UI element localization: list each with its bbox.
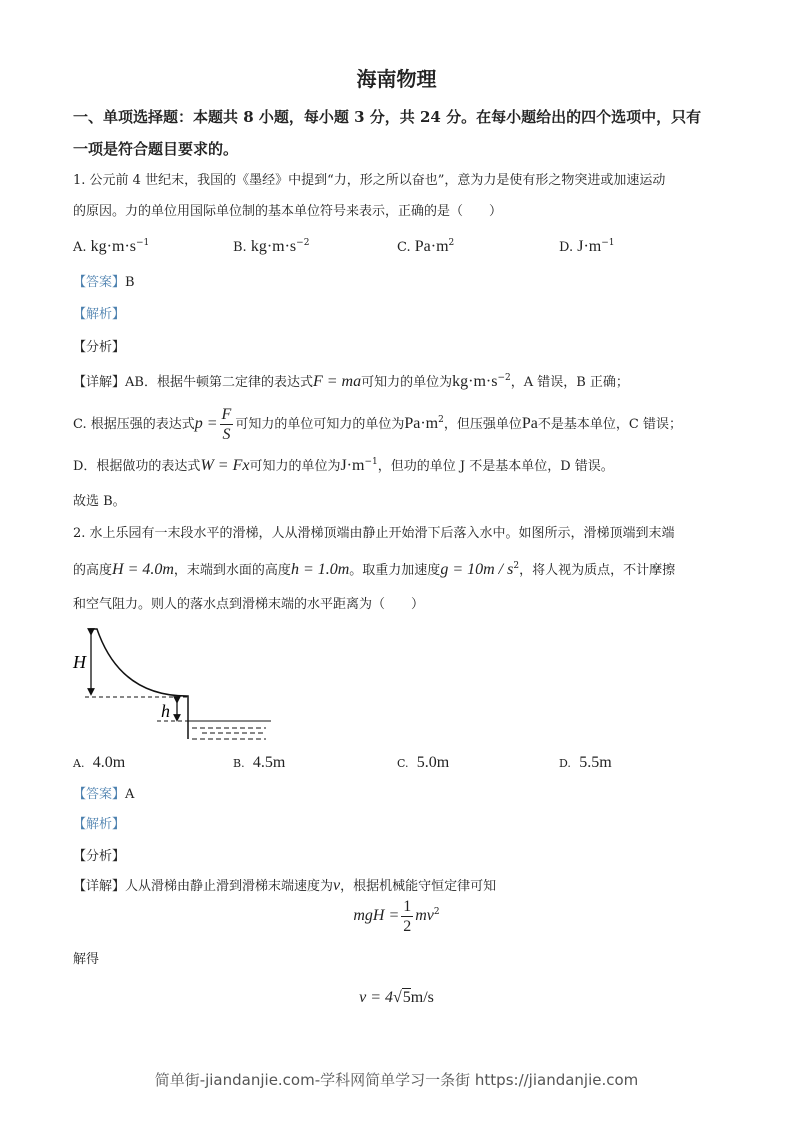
answer-label: 【答案】: [73, 275, 126, 290]
q1-option-a: [73, 238, 149, 256]
answer-value: A: [125, 787, 135, 802]
q2-answer: [73, 786, 134, 804]
option-exponent: −1: [601, 238, 615, 248]
q2-stem-line1: 2. 水上乐园有一末段水平的滑梯，人从滑梯顶端由静止开始滑下后落入水中。如图所示，滑梯顶端到末端: [73, 526, 675, 541]
option-value: 4.5m: [252, 754, 286, 771]
unit: Pa·m: [404, 415, 439, 432]
formula: H = 4.0m: [112, 561, 174, 578]
q2-option-c: [397, 754, 449, 772]
text: ，A 错误，B 正确；: [510, 375, 629, 390]
page-title: 海南物理: [356, 67, 437, 91]
option-value: kg·m·s: [250, 238, 297, 255]
answer-label: 【答案】: [73, 787, 126, 802]
option-label: C.: [397, 757, 409, 770]
exponent: 2: [433, 907, 440, 917]
q2-option-b: [233, 754, 285, 772]
text: ，根据机械能守恒定律可知: [340, 879, 497, 894]
section-heading-line1: 一、单项选择题：本题共 8 小题，每小题 3 分，共 24 分。在每小题给出的四个选项中，只有: [73, 108, 702, 126]
unit: J·m: [340, 457, 365, 474]
option-exponent: −1: [136, 238, 150, 248]
q2-option-d: [559, 754, 612, 772]
exponent: −1: [364, 457, 378, 467]
q2-detail: [73, 877, 496, 896]
formula: p =: [194, 415, 218, 432]
detail-label: 【详解】: [73, 375, 126, 390]
sqrt-icon: √: [393, 989, 402, 1006]
exponent: −2: [497, 373, 511, 383]
text: D．根据做功的表达式: [73, 459, 201, 474]
option-label: A.: [73, 757, 85, 770]
footer-watermark: 简单街-jiandanjie.com-学科网简单学习一条街 https://jiandanjie.com: [154, 1071, 639, 1089]
formula: g = 10m / s: [440, 561, 514, 578]
text: 人从滑梯由静止滑到滑梯末端速度为: [125, 879, 334, 894]
label-H: H: [73, 652, 86, 672]
label-h: h: [161, 701, 170, 721]
q1-conclusion: 故选 B。: [73, 494, 126, 509]
text: C. 根据压强的表达式: [73, 417, 195, 432]
text: 可知力的单位可知力的单位为: [235, 417, 405, 432]
q1-detail-c: [73, 404, 682, 445]
option-value: 5.5m: [579, 754, 612, 771]
text: ，但压强单位: [443, 417, 522, 432]
fraction: [401, 897, 413, 936]
option-exponent: 2: [448, 238, 455, 248]
q2-stem-line2: [73, 561, 675, 580]
q1-option-c: [397, 238, 454, 256]
q2-analysis-label: 【解析】: [73, 817, 126, 832]
q1-detail-d: [73, 457, 614, 476]
option-value: 4.0m: [92, 754, 126, 771]
denominator: S: [222, 426, 231, 443]
q1-option-b: [233, 238, 309, 256]
text: 的高度: [73, 563, 113, 578]
option-label: A.: [73, 240, 87, 255]
fraction: [220, 405, 234, 444]
numerator: F: [221, 406, 232, 423]
text: 不是基本单位，C 错误；: [537, 417, 682, 432]
denominator: 2: [403, 918, 412, 935]
option-value: J·m: [577, 238, 602, 255]
formula: mv: [415, 907, 434, 924]
formula: F = ma: [312, 373, 362, 390]
text: ，但功的单位 J 不是基本单位，D 错误。: [377, 459, 614, 474]
option-value: Pa·m: [414, 238, 449, 255]
text: 。取重力加速度: [349, 563, 441, 578]
formula: mgH =: [353, 907, 400, 924]
q1-answer: [73, 274, 135, 292]
option-label: D.: [559, 240, 574, 255]
text: 可知力的单位为: [361, 375, 453, 390]
option-value: 5.0m: [416, 754, 450, 771]
text: 可知力的单位为: [249, 459, 341, 474]
unit: kg·m·s: [452, 373, 498, 390]
formula: W = Fx: [200, 457, 250, 474]
formula: v = 4: [359, 989, 393, 1006]
section-heading-line2: 一项是符合题目要求的。: [73, 140, 239, 158]
q1-stem-line2: 的原因。力的单位用国际单位制的基本单位符号来表示，正确的是（ ）: [73, 204, 503, 219]
q2-stem-line3: 和空气阻力。则人的落水点到滑梯末端的水平距离为（ ）: [73, 597, 425, 612]
formula: v: [333, 877, 341, 894]
text: AB．根据牛顿第二定律的表达式: [125, 375, 313, 390]
q1-option-d: [559, 238, 615, 256]
unit: Pa: [521, 415, 538, 432]
unit: m/s: [410, 989, 434, 1006]
answer-value: B: [125, 275, 135, 290]
q1-stem-line1: 1. 公元前 4 世纪末，我国的《墨经》中提到“力，形之所以奋也”，意为力是使有形之物突进或加速运动: [73, 173, 666, 188]
slide-diagram: [60, 620, 290, 750]
text: ，末端到水面的高度: [173, 563, 291, 578]
q1-analysis-label: 【解析】: [73, 307, 126, 322]
q2-option-a: [73, 754, 125, 772]
option-label: D.: [559, 757, 571, 770]
exponent: 2: [513, 561, 520, 571]
exponent: 2: [438, 415, 444, 425]
q1-detail-ab: [73, 373, 629, 392]
option-label: B.: [233, 240, 247, 255]
jiede-label: 解得: [73, 952, 100, 967]
radicand: 5: [402, 989, 411, 1006]
equation-velocity: [0, 989, 793, 1008]
numerator: 1: [403, 898, 412, 915]
detail-label: 【详解】: [73, 879, 126, 894]
option-exponent: −2: [296, 238, 310, 248]
q1-fenxi-label: 【分析】: [73, 340, 126, 355]
formula: h = 1.0m: [290, 561, 350, 578]
option-label: C.: [397, 240, 411, 255]
text: ，将人视为质点，不计摩擦: [519, 563, 676, 578]
equation-energy: [0, 896, 793, 937]
option-value: kg·m·s: [90, 238, 136, 255]
option-label: B.: [233, 757, 245, 770]
q2-fenxi-label: 【分析】: [73, 849, 126, 864]
